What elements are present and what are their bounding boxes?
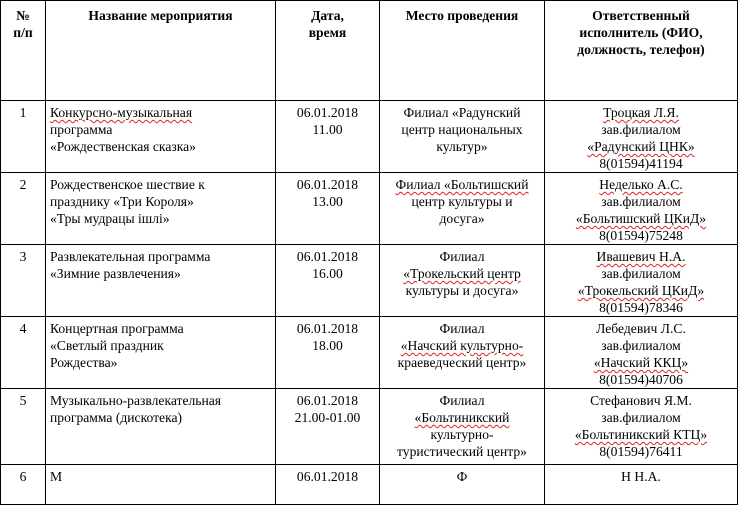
header-number — [1, 1, 46, 101]
venue-cell — [380, 245, 545, 317]
event-date: 06.01.2018 — [296, 105, 359, 120]
responsible-cell — [545, 317, 738, 389]
venue-line: Филиал «Больтишский — [395, 177, 529, 192]
responsible-name: Стефанович Я.М. — [590, 393, 692, 408]
event-name-cell — [46, 389, 276, 465]
responsible-position: зав.филиалом — [601, 338, 681, 353]
event-name-line: программа — [50, 122, 113, 137]
table-row — [1, 465, 738, 505]
date-cell — [276, 389, 380, 465]
header-date-line: время — [308, 25, 347, 40]
row-number: 2 — [1, 173, 46, 245]
header-event-name — [46, 1, 276, 101]
venue-cell — [380, 389, 545, 465]
table-row — [1, 245, 738, 317]
event-name-line: празднику «Три Короля» — [50, 194, 194, 209]
responsible-branch: «Больтишский ЦКиД» — [575, 211, 707, 226]
table-row — [1, 101, 738, 173]
venue-line: культуры и досуга» — [405, 283, 519, 298]
header-number-line: № — [16, 8, 30, 23]
responsible-phone: 8(01594)75248 — [599, 228, 683, 243]
venue-line: центр национальных — [401, 122, 523, 137]
venue-line: центр культуры и — [411, 194, 513, 209]
responsible-cell — [545, 101, 738, 173]
event-date: 06.01.2018 — [296, 321, 359, 336]
event-date: 06.01.2018 — [296, 469, 359, 484]
venue-line: «Больтиникский — [414, 410, 510, 425]
venue-cell — [380, 101, 545, 173]
date-cell — [276, 173, 380, 245]
date-cell — [276, 101, 380, 173]
event-date: 06.01.2018 — [296, 393, 359, 408]
responsible-cell — [545, 389, 738, 465]
venue-line: Ф — [456, 469, 468, 484]
header-date-line: Дата, — [311, 8, 344, 23]
event-name-cell — [46, 317, 276, 389]
responsible-phone: 8(01594)78346 — [599, 300, 683, 315]
responsible-name: Н Н.А. — [621, 469, 661, 484]
event-date: 06.01.2018 — [296, 249, 359, 264]
responsible-cell — [545, 245, 738, 317]
event-name-line: Музыкально-развлекательная — [50, 393, 222, 408]
venue-line: Филиал «Радунский — [403, 105, 521, 120]
responsible-name: Лебедевич Л.С. — [596, 321, 686, 336]
header-responsible — [545, 1, 738, 101]
event-time: 11.00 — [312, 122, 343, 137]
event-name-cell — [46, 101, 276, 173]
event-name-cell — [46, 245, 276, 317]
venue-line: туристический центр» — [397, 444, 527, 459]
event-name-line: программа (дискотека) — [50, 410, 183, 425]
venue-line: «Трокельский центр — [403, 266, 521, 281]
responsible-phone: 8(01594)41194 — [599, 156, 683, 171]
responsible-position: зав.филиалом — [601, 122, 681, 137]
row-number: 6 — [1, 465, 46, 505]
responsible-name: Ивашевич Н.А. — [596, 249, 686, 264]
venue-line: «Начский культурно- — [400, 338, 524, 353]
responsible-branch: «Трокельский ЦКиД» — [577, 283, 705, 298]
header-date-time — [276, 1, 380, 101]
responsible-phone: 8(01594)40706 — [599, 372, 683, 387]
responsible-cell — [545, 173, 738, 245]
event-name-line: Концертная программа — [50, 321, 184, 336]
responsible-cell — [545, 465, 738, 505]
event-name-line: «Рождественская сказка» — [50, 139, 196, 154]
venue-line: Филиал — [439, 393, 485, 408]
venue-line: культурно- — [430, 427, 494, 442]
responsible-branch: «Больтиникский КТЦ» — [574, 427, 708, 442]
table-header-row — [1, 1, 738, 101]
event-time: 13.00 — [312, 194, 343, 209]
event-name-line: Рождественское шествие к — [50, 177, 205, 192]
event-name-line: М — [50, 469, 63, 484]
header-venue-text: Место проведения — [405, 8, 519, 23]
event-name-cell — [46, 465, 276, 505]
event-time: 21.00-01.00 — [294, 410, 361, 425]
event-name-cell — [46, 173, 276, 245]
header-venue — [380, 1, 545, 101]
venue-line: культур» — [436, 139, 488, 154]
venue-line: краеведческий центр» — [397, 355, 527, 370]
responsible-branch: «Радунский ЦНК» — [587, 139, 695, 154]
header-event-name-text: Название мероприятия — [88, 8, 233, 23]
table-row — [1, 389, 738, 465]
event-name-line: «Тры мудрацы ішлі» — [50, 211, 170, 226]
header-number-line: п/п — [13, 25, 33, 40]
header-responsible-line: Ответственный — [592, 8, 690, 23]
date-cell — [276, 245, 380, 317]
date-cell — [276, 317, 380, 389]
event-time: 18.00 — [312, 338, 343, 353]
event-name-line: Развлекательная программа — [50, 249, 211, 264]
venue-line: досуга» — [439, 211, 485, 226]
venue-line: Филиал — [439, 249, 485, 264]
responsible-position: зав.филиалом — [601, 410, 681, 425]
event-name-line: «Светлый праздник — [50, 338, 164, 353]
venue-cell — [380, 465, 545, 505]
event-name-line: Рождества» — [50, 355, 118, 370]
responsible-name: Неделько А.С. — [599, 177, 683, 192]
event-name-line: Конкурсно-музыкальная — [50, 105, 193, 120]
responsible-name: Троцкая Л.Я. — [603, 105, 679, 120]
table-row — [1, 317, 738, 389]
responsible-position: зав.филиалом — [601, 194, 681, 209]
header-responsible-line: должность, телефон) — [577, 42, 705, 57]
row-number: 1 — [1, 101, 46, 173]
row-number: 3 — [1, 245, 46, 317]
event-time: 16.00 — [312, 266, 343, 281]
event-date: 06.01.2018 — [296, 177, 359, 192]
date-cell — [276, 465, 380, 505]
table-row — [1, 173, 738, 245]
responsible-phone: 8(01594)76411 — [599, 444, 683, 459]
row-number: 4 — [1, 317, 46, 389]
row-number: 5 — [1, 389, 46, 465]
header-responsible-line: исполнитель (ФИО, — [579, 25, 703, 40]
responsible-position: зав.филиалом — [601, 266, 681, 281]
venue-cell — [380, 173, 545, 245]
venue-cell — [380, 317, 545, 389]
responsible-branch: «Начский ККЦ» — [593, 355, 689, 370]
venue-line: Филиал — [439, 321, 485, 336]
event-name-line: «Зимние развлечения» — [50, 266, 181, 281]
